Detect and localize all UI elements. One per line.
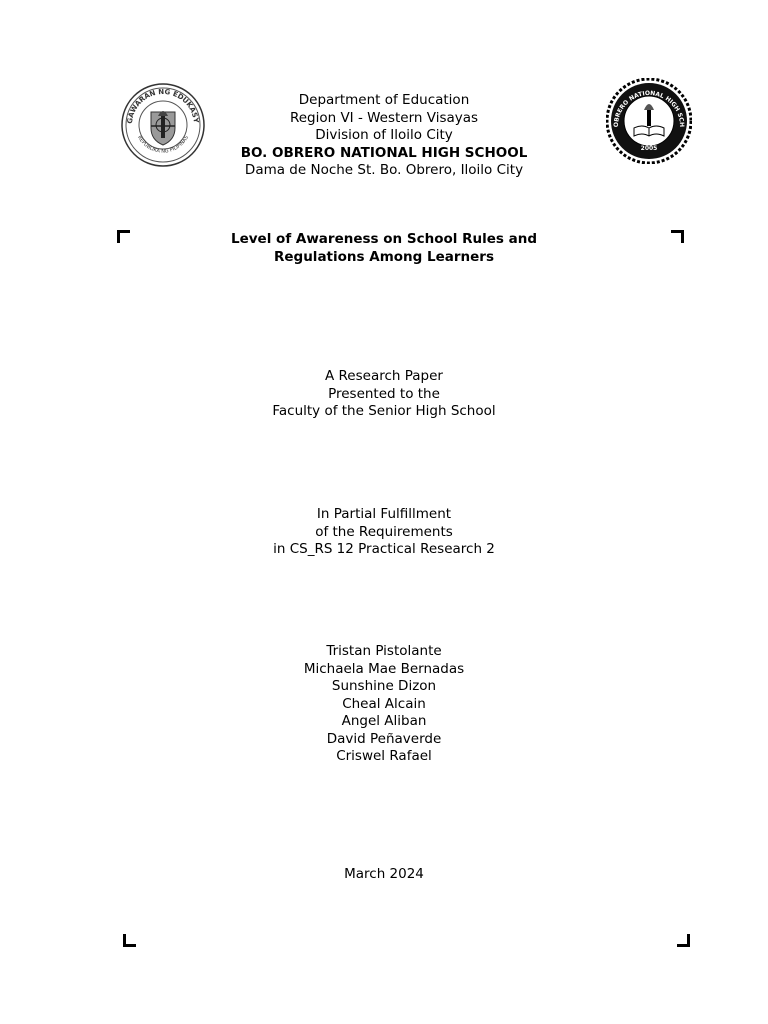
author-name: Cheal Alcain (342, 695, 426, 712)
fulfillment-block (0, 506, 768, 559)
fulfillment-line-1: In Partial Fulfillment (316, 506, 452, 522)
fulfillment-line-2: of the Requirements (315, 523, 453, 540)
svg-text:KAGAWARAN NG EDUKASYON: GAWARAN NG EDUKASY (125, 87, 200, 125)
region-name: Region VI - Western Visayas (289, 109, 479, 126)
corner-mark-bottom-right (677, 934, 690, 947)
author-list (0, 643, 768, 766)
date-text: March 2024 (344, 866, 424, 882)
author-name: Michaela Mae Bernadas (303, 660, 465, 677)
presentation-line-3: Faculty of the Senior High School (272, 403, 496, 419)
title-line-1: Level of Awareness on School Rules and (231, 231, 537, 247)
title-line-2: Regulations Among Learners (273, 249, 494, 265)
svg-text:2005: 2005 (640, 145, 658, 152)
svg-text:BO. OBRERO NATIONAL HIGH SCHOO: OBRERO NATIONAL HIGH SCH (612, 89, 686, 128)
department-name: Department of Education (298, 92, 470, 108)
author-name: Angel Aliban (341, 713, 427, 729)
school-seal-icon (606, 78, 692, 164)
division-name: Division of Iloilo City (315, 127, 453, 143)
author-name: David Peñaverde (326, 730, 442, 747)
svg-text:REPUBLIKA NG PILIPINAS: REPUBLIKA NG PILIPINAS (136, 134, 190, 155)
fulfillment-line-3: in CS_RS 12 Practical Research 2 (273, 541, 495, 557)
corner-mark-bottom-left (123, 934, 136, 947)
author-name: Sunshine Dizon (331, 678, 437, 694)
presentation-block (0, 368, 768, 421)
presentation-line-2: Presented to the (328, 385, 440, 402)
school-address: Dama de Noche St. Bo. Obrero, Iloilo City (244, 162, 524, 178)
author-name: Criswel Rafael (336, 748, 432, 764)
school-name: BO. OBRERO NATIONAL HIGH SCHOOL (240, 144, 528, 161)
presentation-line-1: A Research Paper (325, 368, 443, 384)
submission-date (0, 866, 768, 884)
paper-title (0, 230, 768, 266)
author-name: Tristan Pistolante (326, 643, 442, 659)
